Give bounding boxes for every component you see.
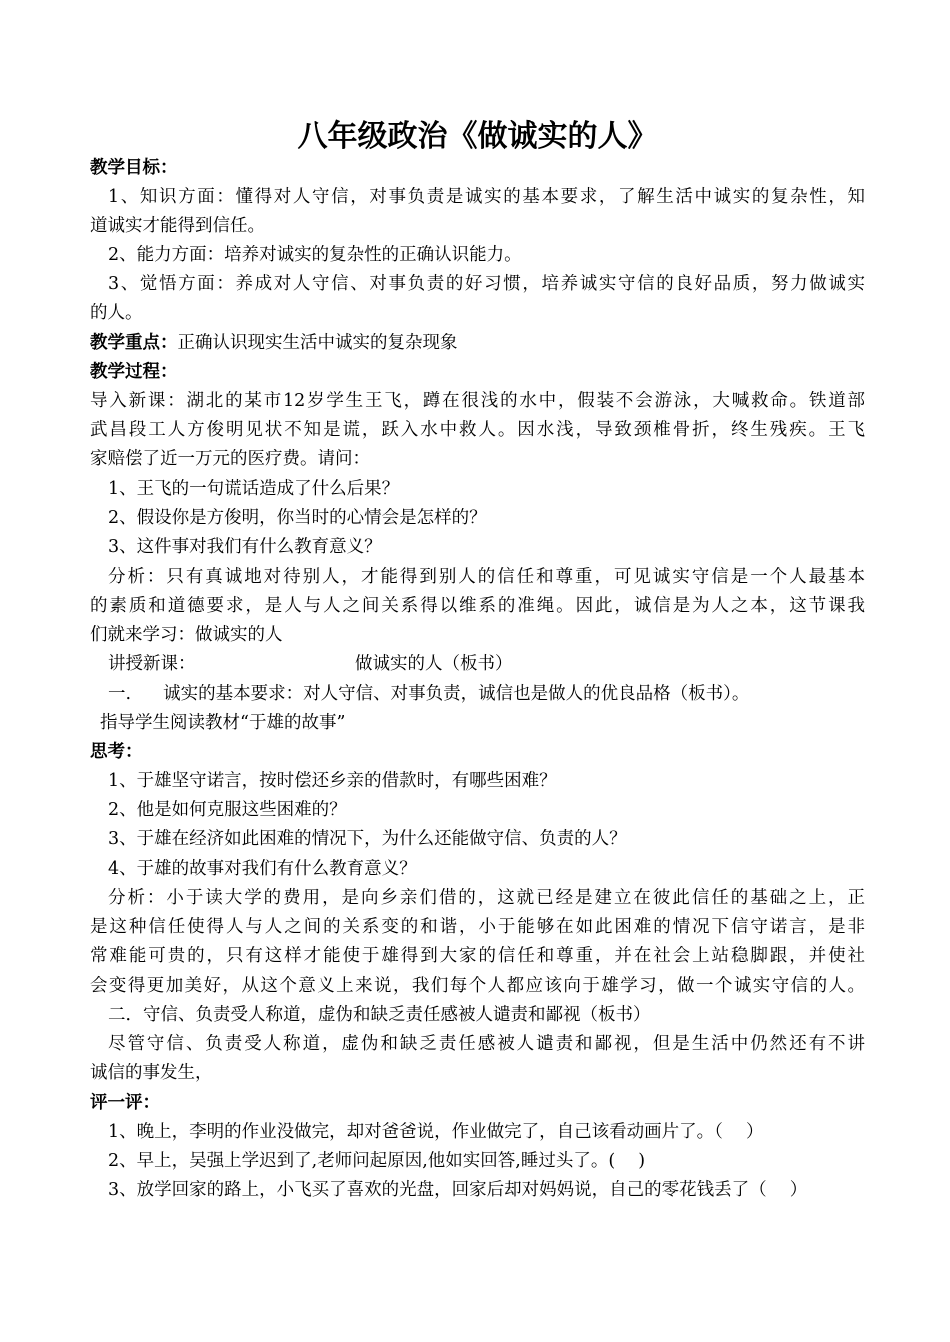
goal-3-line-1: 3、觉悟方面：养成对人守信、对事负责的好习惯，培养诚实守信的良好品质，努力做诚实 [108,274,865,294]
paragraph-line-1: 尽管守信、负责受人称道，虚伪和缺乏责任感被人谴责和鄙视，但是生活中仍然还有不讲 [108,1034,865,1054]
intro-question-2: 2、假设你是方俊明，你当时的心情会是怎样的？ [108,508,487,528]
section-1 [90,679,883,709]
key-heading: 教学重点： [90,333,178,353]
intro-question-3: 3、这件事对我们有什么教育意义？ [108,537,382,557]
intro-question-1: 1、王飞的一句谎话造成了什么后果？ [108,479,400,499]
intro-line-2: 武昌段工人方俊明见状不知是谎，跃入水中救人。因水浅，导致颈椎骨折，终生残疾。王飞 [90,420,865,440]
analysis-1-line-3: 们就来学习：做诚实的人 [90,625,283,645]
goal-1-line-2: 道诚实才能得到信任。 [90,216,265,236]
review-heading: 评一评： [90,1093,160,1113]
lecture-label: 讲授新课： [108,654,196,674]
think-heading: 思考： [90,742,143,762]
think-question-2: 2、他是如何克服这些困难的？ [108,800,347,820]
analysis-2-line-4: 会变得更加美好，从这个意义上来说，我们每个人都应该向于雄学习，做一个诚实守信的人。 [90,976,865,996]
section-2: 二．守信、负责受人称道，虚伪和缺乏责任感被人谴责和鄙视（板书） [108,1005,651,1025]
paragraph-line-2: 诚信的事发生， [90,1063,213,1083]
reading-guide: 指导学生阅读教材“于雄的故事” [100,713,346,733]
analysis-1-line-1: 分析：只有真诚地对待别人，才能得到别人的信任和尊重，可见诚实守信是一个人最基本 [108,567,865,587]
review-item-2: 2、早上，吴强上学迟到了,老师问起原因,他如实回答,睡过头了。( ) [108,1151,646,1171]
think-question-3: 3、于雄在经济如此困难的情况下，为什么还能做守信、负责的人？ [108,829,627,849]
review-item-3: 3、放学回家的路上，小飞买了喜欢的光盘，回家后却对妈妈说，自己的零花钱丢了（ ） [108,1180,808,1200]
think-question-1: 1、于雄坚守诺言，按时偿还乡亲的借款时，有哪些困难？ [108,771,557,791]
section-1-number: 一. [108,684,132,704]
goal-2: 2、能力方面：培养对诚实的复杂性的正确认识能力。 [108,245,522,265]
key-text: 正确认识现实生活中诚实的复杂现象 [177,333,458,353]
analysis-1-line-2: 的素质和道德要求，是人与人之间关系得以维系的准绳。因此，诚信是为人之本，这节课我 [90,596,865,616]
intro-line-3: 家赔偿了近一万元的医疗费。请问： [90,449,370,469]
lecture-board: 做诚实的人（板书） [355,654,513,674]
intro-line-1: 导入新课：湖北的某市12岁学生王飞，蹲在很浅的水中，假装不会游泳，大喊救命。铁道部 [90,391,865,411]
key-point [90,328,865,358]
page-title: 八年级政治《做诚实的人》 [297,119,658,154]
process-heading: 教学过程： [90,362,178,382]
goal-3-line-2: 的人。 [90,303,143,323]
goal-1-line-1: 1、知识方面：懂得对人守信，对事负责是诚实的基本要求，了解生活中诚实的复杂性，知 [108,187,865,207]
analysis-2-line-3: 常难能可贵的，只有这样才能使于雄得到大家的信任和尊重，并在社会上站稳脚跟，并使社 [90,946,865,966]
analysis-2-line-2: 是这种信任使得人与人之间的关系变的和谐，小于能够在如此困难的情况下信守诺言，是非 [90,917,865,937]
goals-heading: 教学目标： [90,158,178,178]
think-question-4: 4、于雄的故事对我们有什么教育意义？ [108,859,417,879]
section-1-text: 诚实的基本要求：对人守信、对事负责，诚信也是做人的优良品格（板书）。 [163,684,750,704]
analysis-2-line-1: 分析：小于读大学的费用，是向乡亲们借的，这就已经是建立在彼此信任的基础之上，正 [108,888,865,908]
review-item-1: 1、晚上，李明的作业没做完，却对爸爸说，作业做完了，自己该看动画片了。（ ） [108,1122,764,1142]
lecture-line [90,649,883,679]
